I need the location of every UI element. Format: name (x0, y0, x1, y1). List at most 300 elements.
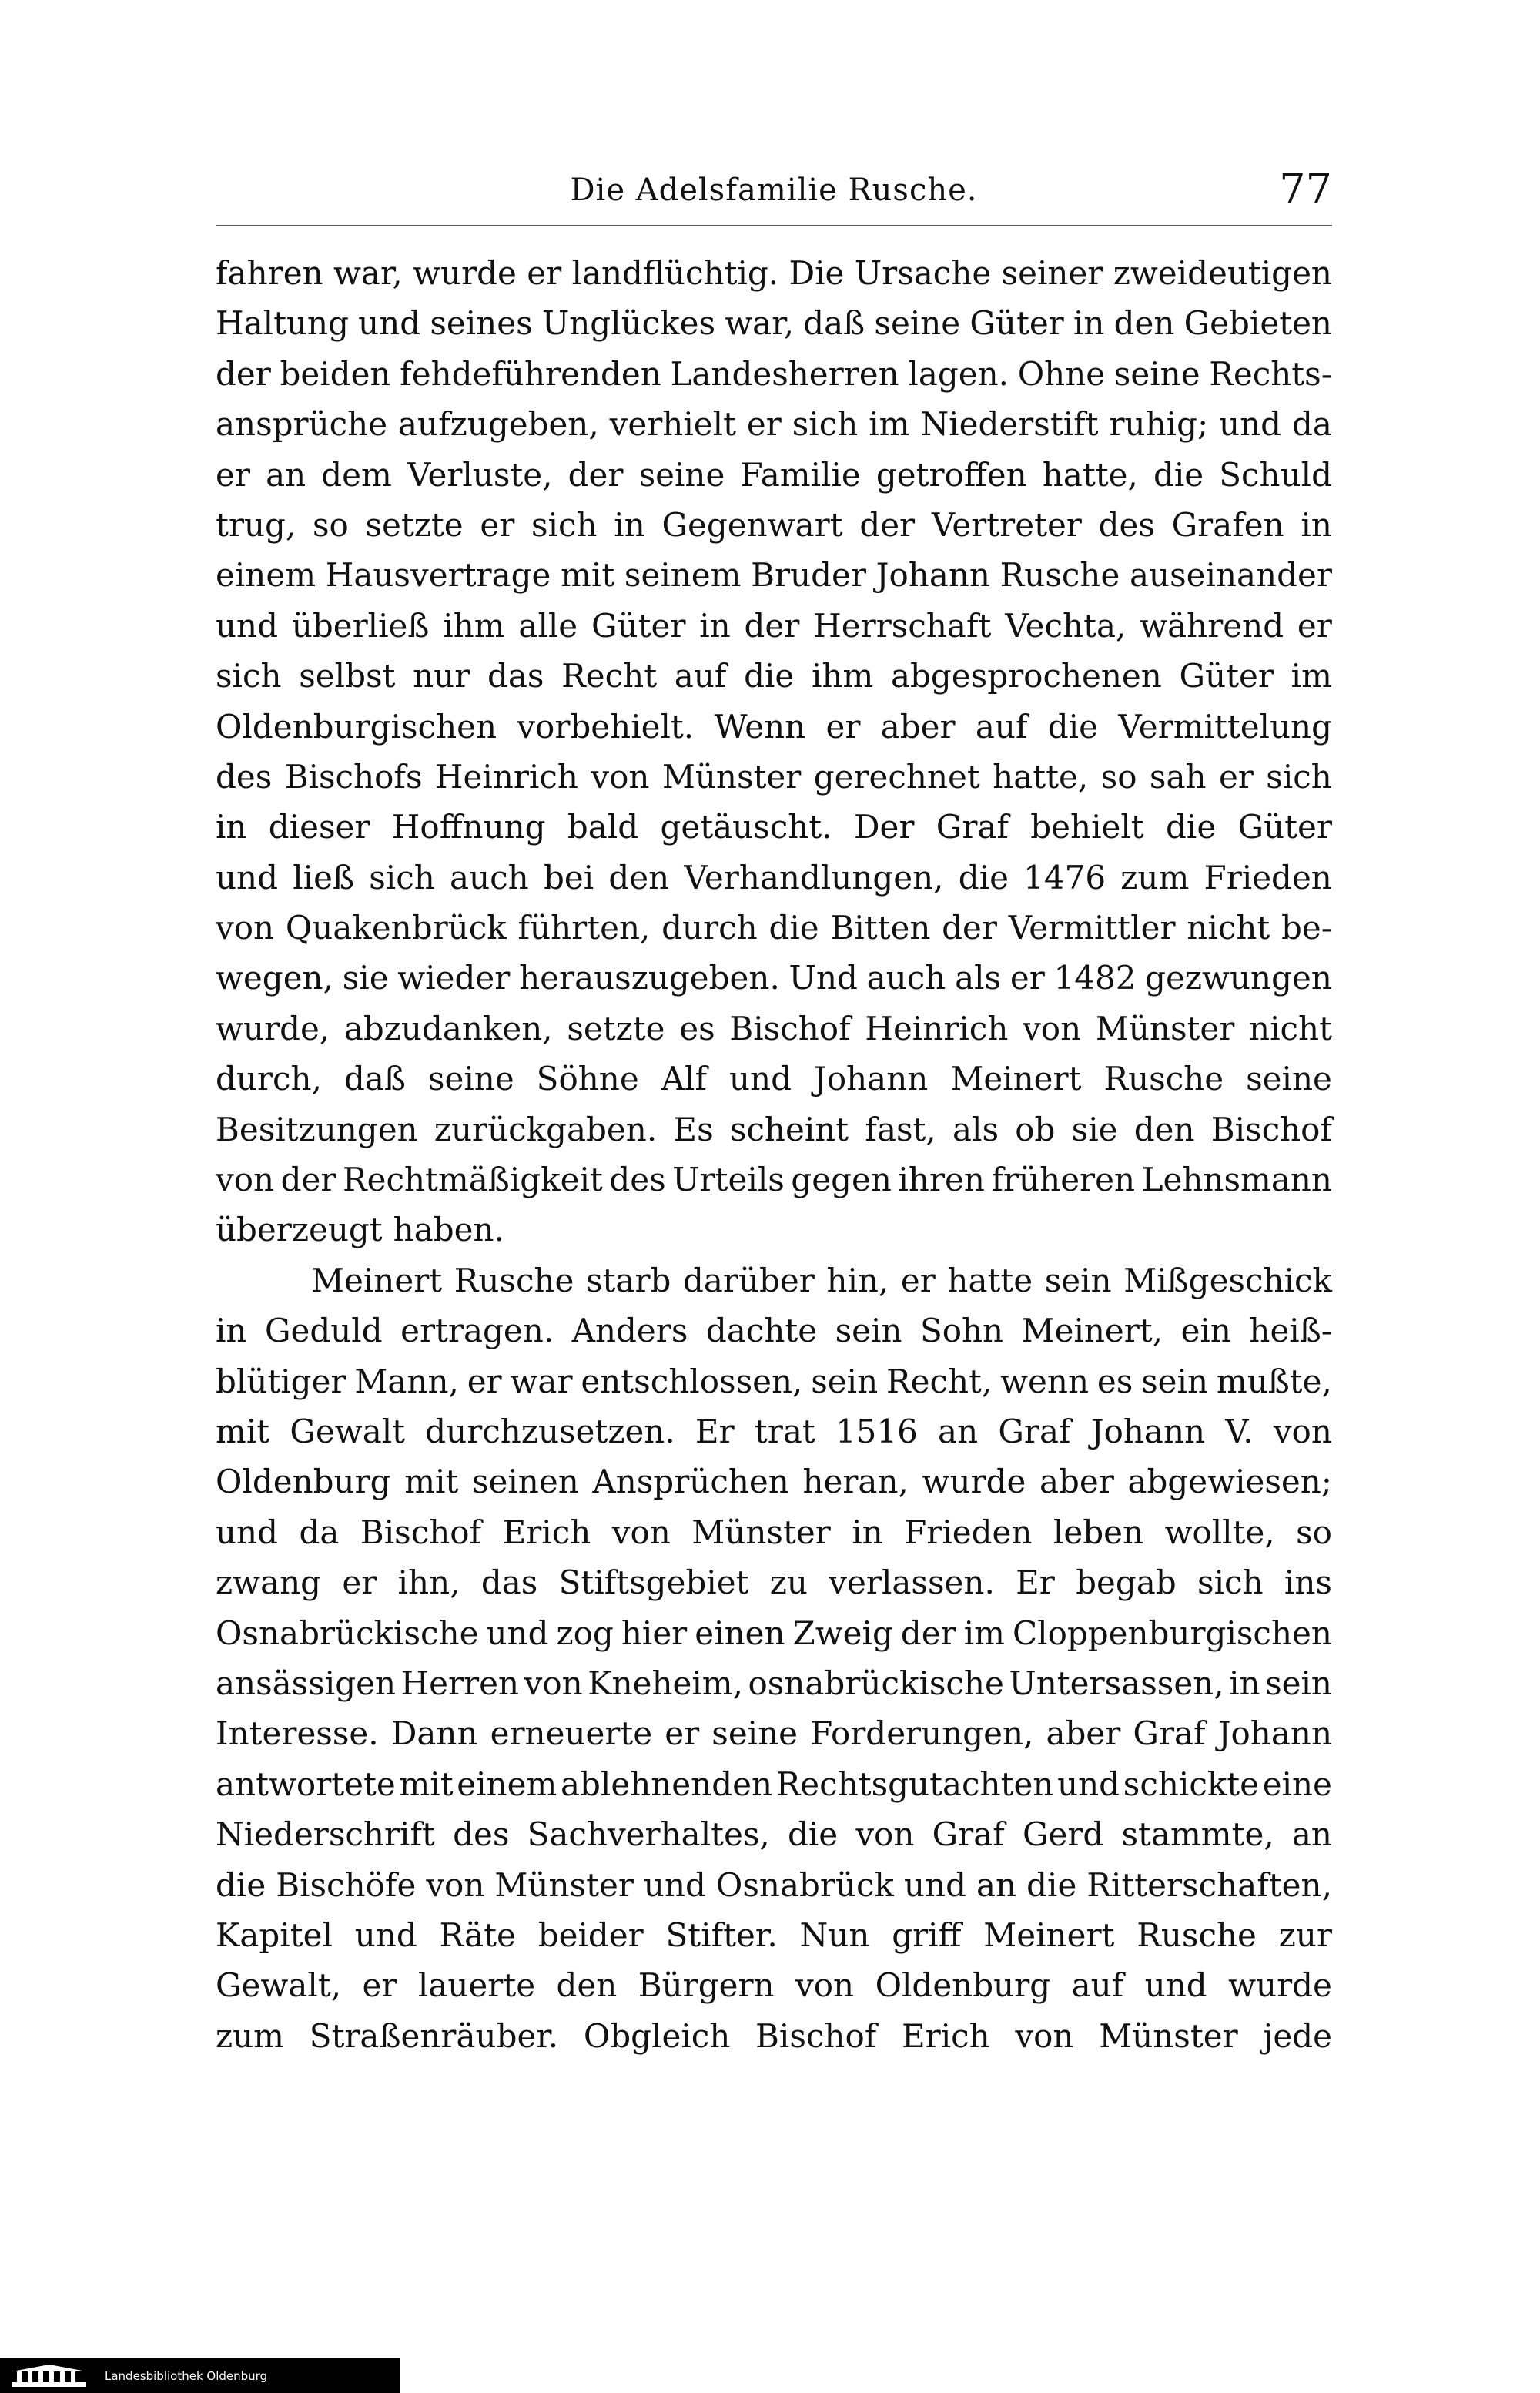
word: des (609, 1161, 666, 1199)
word: Mißgeschick (1123, 1261, 1332, 1299)
word: dem (321, 455, 392, 494)
word: Wenn (714, 707, 806, 746)
word: Der (853, 808, 915, 846)
word: den (1113, 304, 1175, 343)
word: Gegenwart (661, 505, 843, 544)
word: setzte (365, 505, 464, 544)
word: Vermittelung (1118, 707, 1332, 746)
word: den (608, 858, 670, 897)
word: Landesherren (670, 354, 899, 393)
word: an (1291, 1815, 1332, 1854)
word: Urteils (672, 1161, 785, 1199)
word: an (976, 1865, 1017, 1904)
word: die (744, 657, 795, 695)
text-line (216, 1054, 1332, 1104)
word: Heinrich (434, 757, 578, 796)
word: er (746, 405, 782, 444)
word: selbst (299, 657, 396, 695)
word: landflüchtig. (571, 254, 779, 292)
word: die (958, 858, 1009, 897)
word: den (1133, 1110, 1195, 1148)
word: war (510, 1362, 573, 1400)
word: von (1015, 2016, 1074, 2055)
text-line (216, 1608, 1332, 1658)
text-line (216, 651, 1332, 701)
word: der (567, 455, 624, 494)
word: Meinert (311, 1261, 443, 1299)
word: bald (567, 808, 639, 846)
word: überzeugt (216, 1211, 383, 1249)
word: von (1273, 1412, 1332, 1450)
word: an (266, 455, 306, 494)
word: von (524, 1664, 583, 1702)
text-line (216, 550, 1332, 600)
word: und (486, 1614, 549, 1652)
word: der (216, 354, 271, 393)
word: Bischof (729, 1009, 851, 1047)
word: Kneheim, (588, 1664, 743, 1702)
word: stammte, (1121, 1815, 1274, 1854)
word: Nun (799, 1915, 870, 1954)
word: der (859, 505, 916, 544)
word: aber (880, 707, 956, 746)
word: Anders (571, 1312, 688, 1350)
word: er (900, 1261, 936, 1299)
word: hatte, (993, 757, 1089, 796)
word: Bürgern (638, 1966, 775, 2005)
text-line (216, 450, 1332, 500)
word: hier (621, 1614, 688, 1652)
text-line (216, 1456, 1332, 1507)
word: Osnabrück (715, 1865, 894, 1904)
word: Rechtsgutachten (775, 1765, 1054, 1803)
word: Gewalt, (216, 1966, 342, 2005)
word: Vechta, (1005, 606, 1127, 645)
word: dieser (268, 808, 370, 846)
word: Geduld (264, 1312, 383, 1350)
word: von (216, 909, 275, 947)
word: in (216, 1312, 247, 1350)
word: wollte, (1164, 1513, 1275, 1551)
word: lagen. (908, 354, 1009, 393)
word: verhielt (609, 405, 736, 444)
word: des (453, 1815, 510, 1854)
word: der (942, 909, 997, 947)
word: während (1140, 606, 1284, 645)
word: zur (1278, 1915, 1332, 1954)
word: ertragen. (400, 1312, 554, 1350)
word: ablehnenden (560, 1765, 772, 1803)
word: Johann (1217, 1714, 1332, 1753)
word: Er (695, 1412, 735, 1450)
word: ruhig; (1109, 405, 1209, 444)
running-title: Die Adelsfamilie Rusche. (570, 173, 978, 208)
word: in (1229, 1664, 1260, 1702)
word: ihren (898, 1161, 985, 1199)
word: Mann, (354, 1362, 459, 1400)
word: des (216, 757, 273, 796)
text-line (216, 903, 1332, 953)
word: die (1047, 707, 1098, 746)
word: Rechtmäßigkeit (343, 1161, 603, 1199)
word: im (963, 1614, 1005, 1652)
word: einem (457, 1765, 557, 1803)
word: Gerd (1022, 1815, 1104, 1854)
text-line (216, 1305, 1332, 1356)
word: sie (342, 959, 389, 997)
word: Niederstift (920, 405, 1099, 444)
word: seinem (624, 556, 742, 595)
word: Rusche (454, 1261, 574, 1299)
word: früheren (991, 1161, 1136, 1199)
word: so (312, 505, 349, 544)
word: er (1297, 606, 1332, 645)
word: mit (399, 1765, 454, 1803)
word: sein (1141, 1362, 1209, 1400)
word: auf (1071, 1966, 1124, 2005)
word: lauerte (417, 1966, 536, 2005)
text-line (216, 1507, 1332, 1557)
word: zum (216, 2016, 285, 2055)
word: Graf (932, 1815, 1005, 1854)
word: entschlossen, (581, 1362, 803, 1400)
word: Vertreter (931, 505, 1082, 544)
word: überließ (291, 606, 430, 645)
word: mußte, (1216, 1362, 1332, 1400)
word: darüber (682, 1261, 815, 1299)
text-line (216, 349, 1332, 399)
word: nur (413, 657, 470, 695)
word: beider (537, 1915, 644, 1954)
word: Und (788, 959, 858, 997)
word: sich (1266, 757, 1332, 796)
text-line (216, 399, 1332, 449)
word: in (852, 1513, 883, 1551)
word: Münster (661, 757, 802, 796)
word: einen (695, 1614, 785, 1652)
word: 1476 (1023, 858, 1106, 897)
text-line (216, 752, 1332, 802)
word: in (699, 606, 731, 645)
word: Herrschaft (813, 606, 992, 645)
word: führten, (517, 909, 651, 947)
library-name: Landesbibliothek Oldenburg (105, 2368, 268, 2383)
word: Osnabrückische (216, 1614, 479, 1652)
word: nicht (1187, 909, 1270, 947)
word: auseinander (1130, 556, 1332, 595)
word: Meinert, (1021, 1312, 1163, 1350)
word: sich (369, 858, 435, 897)
word: die (1153, 455, 1204, 494)
word: Cloppenburgischen (1013, 1614, 1332, 1652)
word: Söhne (536, 1060, 639, 1098)
word: von (611, 1513, 671, 1551)
word: Erich (502, 1513, 591, 1551)
word: Johann (875, 556, 990, 595)
word: Gebieten (1183, 304, 1332, 343)
word: beiden (280, 354, 391, 393)
word: Rusche (1103, 1060, 1224, 1098)
word: osnabrückische (748, 1664, 1004, 1702)
word: wieder (397, 959, 511, 997)
word: Quakenbrück (285, 909, 507, 947)
word: das (480, 1563, 538, 1602)
word: von (216, 1161, 275, 1199)
word: einem (216, 556, 316, 595)
library-footer (0, 2358, 400, 2393)
word: von (426, 1865, 485, 1904)
word: Familie (740, 455, 861, 494)
word: Rusche (1137, 1915, 1257, 1954)
word: heiß- (1249, 1312, 1332, 1350)
word: und (1144, 1966, 1207, 2005)
word: Hoffnung (391, 808, 546, 846)
word: sah (1149, 757, 1207, 796)
word: als (952, 1110, 999, 1148)
word: und (358, 304, 421, 343)
word: wurde (922, 1463, 1026, 1501)
word: griff (892, 1915, 962, 1954)
word: da (299, 1513, 340, 1551)
word: Güter (591, 606, 686, 645)
word: alle (518, 606, 578, 645)
word: ließ (293, 858, 355, 897)
word: er (467, 1362, 502, 1400)
word: Die (788, 254, 845, 292)
word: wegen, (216, 959, 333, 997)
word: hatte (947, 1261, 1033, 1299)
word: V. (1225, 1412, 1254, 1450)
word: ein (1180, 1312, 1231, 1350)
word: mit (216, 1412, 270, 1450)
word: die (768, 909, 819, 947)
word: er (362, 1966, 397, 2005)
word: Zweig (792, 1614, 893, 1652)
word: ihm (811, 657, 874, 695)
text-line (216, 702, 1332, 752)
word: er (342, 1563, 377, 1602)
word: bei (543, 858, 594, 897)
word: der (900, 1614, 956, 1652)
text-line (216, 1860, 1332, 1910)
word: abgesprochenen (890, 657, 1162, 695)
word: auch (866, 959, 946, 997)
word: seinen (471, 1463, 579, 1501)
text-line (216, 1406, 1332, 1456)
text-line (216, 1809, 1332, 1859)
word: in (216, 808, 247, 846)
word: und (904, 1865, 966, 1904)
word: wurde (1228, 1966, 1332, 2005)
word: zum (1120, 858, 1190, 897)
word: Er (1016, 1563, 1055, 1602)
word: sein (835, 1312, 902, 1350)
word: Herren (400, 1664, 520, 1702)
word: und (216, 1513, 278, 1551)
word: Graf (936, 808, 1009, 846)
word: Güter (1179, 657, 1274, 695)
word: Bischof (1210, 1110, 1332, 1148)
word: so (1296, 1513, 1332, 1551)
word: auch (450, 858, 529, 897)
word: Sachverhaltes, (527, 1815, 770, 1854)
word: Verhandlungen, (684, 858, 944, 897)
text-line (216, 1356, 1332, 1406)
word: er (825, 707, 861, 746)
text-line (216, 1910, 1332, 1960)
word: von (855, 1815, 915, 1854)
word: eine (1262, 1765, 1332, 1803)
header-rule (216, 225, 1332, 226)
word: Unglückes (541, 304, 716, 343)
word: Stifter. (665, 1915, 778, 1954)
word: Dann (390, 1714, 478, 1753)
word: ihn, (397, 1563, 460, 1602)
word: Vermittler (1008, 909, 1176, 947)
word: und (729, 1060, 792, 1098)
word: Räte (439, 1915, 516, 1954)
word: Münster (691, 1513, 831, 1551)
word: wurde, (216, 1009, 330, 1047)
word: trat (754, 1412, 815, 1450)
word: sein (811, 1362, 879, 1400)
word: Bischof (360, 1513, 482, 1551)
word: starb (585, 1261, 671, 1299)
word: er (1009, 959, 1045, 997)
word: es (1096, 1362, 1133, 1400)
body-text (216, 248, 1332, 2061)
word: in (1073, 304, 1105, 343)
word: Oldenburg (875, 1966, 1051, 2005)
word: von (795, 1966, 855, 2005)
word: trug, (216, 505, 296, 544)
word: Oldenburg (216, 1463, 391, 1501)
word: aber (1039, 1463, 1114, 1501)
word: den (556, 1966, 618, 2005)
word: Güter (969, 304, 1064, 343)
word: er (480, 505, 515, 544)
word: Ansprüchen (592, 1463, 789, 1501)
word: nicht (1249, 1009, 1332, 1047)
word: be- (1281, 909, 1332, 947)
word: seines (430, 304, 533, 343)
word: seine (874, 304, 961, 343)
text-line (216, 500, 1332, 550)
word: zu (769, 1563, 808, 1602)
word: in (614, 505, 645, 544)
word: hin, (826, 1261, 889, 1299)
word: sich (531, 505, 598, 544)
word: Bruder (751, 556, 866, 595)
word: als (955, 959, 1002, 997)
text-line (216, 1205, 1332, 1255)
text-line (216, 2011, 1332, 2061)
word: Obgleich (583, 2016, 731, 2055)
word: Rechts- (1209, 354, 1332, 393)
word: dachte (705, 1312, 818, 1350)
word: er (216, 455, 250, 494)
word: Münster (494, 1865, 634, 1904)
word: von (591, 757, 650, 796)
running-head (216, 163, 1332, 225)
text-line (216, 248, 1332, 298)
word: Grafen (1171, 505, 1284, 544)
word: Ursache (854, 254, 992, 292)
word: Forderungen, (810, 1714, 1034, 1753)
word: aber (1046, 1714, 1121, 1753)
word: vorbehielt. (517, 707, 695, 746)
word: fast, (865, 1110, 936, 1148)
word: seiner (1001, 254, 1103, 292)
word: sie (1071, 1110, 1118, 1148)
word: seine (1246, 1060, 1332, 1098)
word: Rusche (999, 556, 1120, 595)
word: des (1098, 505, 1155, 544)
word: abgewiesen; (1127, 1463, 1332, 1501)
word: so (1100, 757, 1137, 796)
word: leben (1053, 1513, 1144, 1551)
word: Ohne (1017, 354, 1106, 393)
word: Es (673, 1110, 714, 1148)
word: der (280, 1161, 336, 1199)
word: Besitzungen (216, 1110, 418, 1148)
word: Untersassen, (1009, 1664, 1224, 1702)
word: verlassen. (829, 1563, 995, 1602)
word: Oldenburgischen (216, 707, 497, 746)
word: ihm (443, 606, 505, 645)
word: durch (661, 909, 758, 947)
word: zurückgaben. (434, 1110, 658, 1148)
text-line (216, 1004, 1332, 1054)
word: Hausvertrage (325, 556, 551, 595)
word: getroffen (875, 455, 1027, 494)
text-line (216, 1104, 1332, 1155)
word: und (216, 858, 278, 897)
word: er (527, 254, 562, 292)
word: fahren (216, 254, 323, 292)
word: ansprüche (216, 405, 388, 444)
word: es (679, 1009, 715, 1047)
text-line (216, 853, 1332, 903)
word: Bitten (830, 909, 931, 947)
word: er (1218, 757, 1254, 796)
word: haben. (393, 1211, 504, 1249)
word: daß (803, 304, 865, 343)
word: gerechnet (813, 757, 980, 796)
word: Münster (1095, 1009, 1235, 1047)
word: scheint (729, 1110, 849, 1148)
word: Meinert (950, 1060, 1082, 1098)
word: die (1166, 808, 1217, 846)
word: Heinrich (865, 1009, 1009, 1047)
word: 1482 (1053, 959, 1137, 997)
word: auf (674, 657, 727, 695)
word: Erich (901, 2016, 990, 2055)
word: Bischofs (284, 757, 423, 796)
word: Schuld (1219, 455, 1332, 494)
word: und (216, 606, 278, 645)
word: abzudanken, (343, 1009, 553, 1047)
word: hatte, (1042, 455, 1138, 494)
word: fehdeführenden (400, 354, 661, 393)
word: mit (561, 556, 615, 595)
word: aufzugeben, (398, 405, 599, 444)
word: Stiftsgebiet (558, 1563, 749, 1602)
word: Straßenräuber. (309, 2016, 559, 2055)
word: sein (1265, 1664, 1332, 1702)
word: antwortete (216, 1765, 396, 1803)
word: in (1301, 505, 1332, 544)
